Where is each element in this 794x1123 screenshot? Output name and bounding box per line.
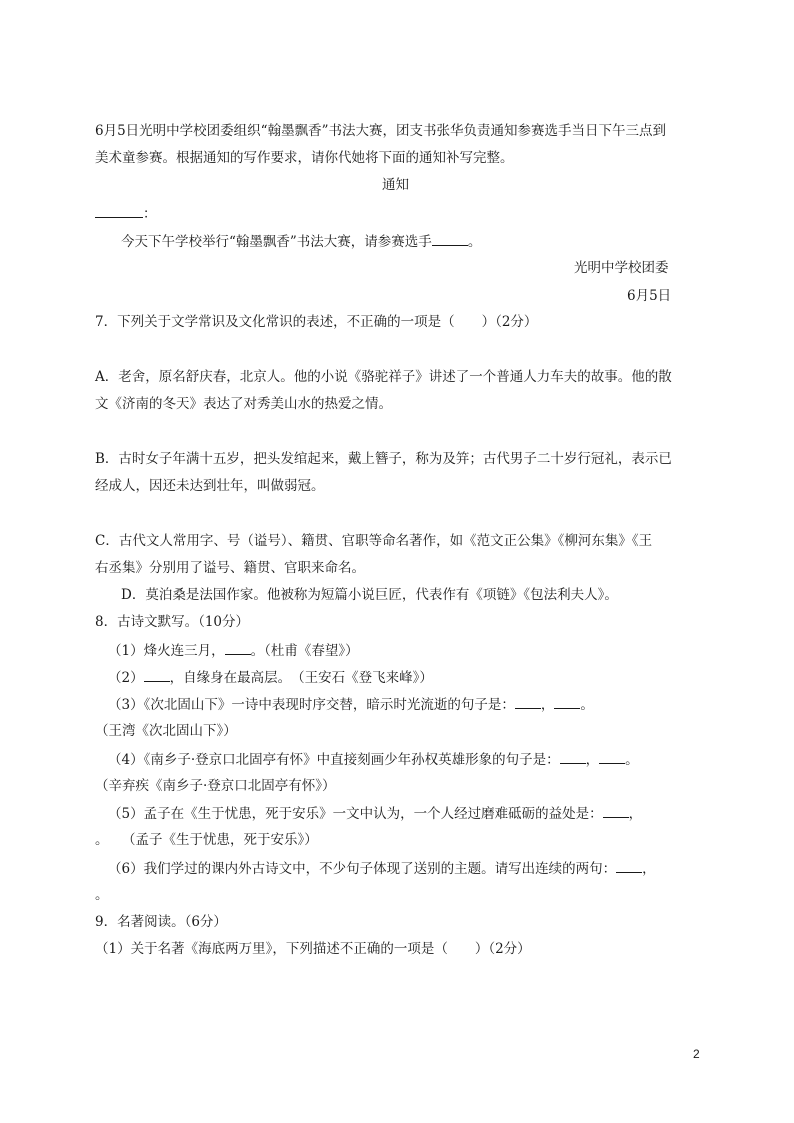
notice-title: 通知	[382, 177, 409, 193]
notice-date: 6月5日	[627, 288, 672, 304]
q7-stem: 7．下列关于文学常识及文化常识的表述，不正确的一项是（ ）（2分）	[95, 314, 538, 330]
q9-sub-1: （1）关于名著《海底两万里》，下列描述不正确的一项是（ ）（2分）	[95, 941, 531, 957]
q7-option-d: D．莫泊桑是法国作家。他被称为短篇小说巨匠，代表作有《项链》《包法利夫人》。	[121, 587, 618, 603]
q7-option-b-line-1: B．古时女子年满十五岁，把头发绾起来，戴上簪子，称为及笄；古代男子二十岁行冠礼，表示已	[95, 451, 672, 467]
q7-option-c-line-2: 右丞集》分别用了谥号、籍贯、官职来命名。	[95, 560, 365, 576]
notice-body-text: 今天下午学校举行“翰墨飘香”书法大赛，请参赛选手	[121, 234, 432, 250]
salutation-colon: ：	[143, 206, 157, 222]
q8-item-3-source: （王湾《次北固山下》）	[95, 723, 237, 739]
notice-body-end: 。	[467, 234, 482, 250]
q8-item-5-line-2: 。 （孟子《生于忧患，死于安乐》）	[95, 832, 318, 848]
q8-item-6-line-2: 。	[95, 887, 109, 903]
q7-option-b-line-2: 经成人，因还未达到壮年，叫做弱冠。	[95, 478, 325, 494]
q8-item-4-comma: ，	[585, 752, 600, 768]
q8-item-5	[108, 804, 642, 823]
q8-item-5-text: （5）孟子在《生于忧患，死于安乐》一文中认为，一个人经过磨难砥砺的益处是：	[108, 806, 603, 822]
intro-line-2: 美术童参赛。根据通知的写作要求，请你代她将下面的通知补写完整。	[95, 150, 514, 166]
q9-stem: 9．名著阅读。（6分）	[95, 914, 227, 930]
q8-item-2-blank	[144, 668, 170, 682]
q8-item-1-source: 。（杜甫《春望》）	[250, 643, 359, 659]
q8-item-5-comma: ，	[628, 806, 643, 822]
q8-item-3-text: （3）《次北固山下》一诗中表现时序交替，暗示时光流逝的句子是：	[108, 697, 515, 713]
q8-item-2-prefix: （2）	[108, 670, 144, 686]
q7-option-a-line-1: A．老舍，原名舒庆春，北京人。他的小说《骆驼祥子》讲述了一个普通人力车夫的故事。他的散	[95, 369, 672, 385]
q8-stem: 8．古诗文默写。（10分）	[95, 614, 250, 630]
q8-item-6-comma: ，	[642, 861, 656, 877]
q8-item-1	[108, 641, 359, 660]
notice-signature: 光明中学校团委	[574, 260, 669, 276]
notice-body	[121, 232, 481, 251]
q8-item-2	[108, 668, 433, 687]
q8-item-3	[108, 695, 594, 714]
q8-item-4	[108, 750, 639, 769]
notice-salutation	[95, 204, 157, 223]
intro-line-1: 6月5日光明中学校团委组织“翰墨飘香”书法大赛，团支书张华负责通知参赛选手当日下午三点到	[95, 123, 666, 139]
q8-item-1-text: （1）烽火连三月，	[108, 643, 225, 659]
page-number: 2	[693, 1047, 700, 1061]
q8-item-3-comma: ，	[540, 697, 555, 713]
q8-item-3-blank-2	[554, 695, 580, 709]
q8-item-1-blank	[225, 641, 251, 655]
q8-item-6-blank	[616, 859, 642, 873]
q8-item-4-text: （4）《南乡子·登京口北固亭有怀》中直接刻画少年孙权英雄形象的句子是：	[108, 752, 560, 768]
q8-item-5-blank	[603, 804, 629, 818]
q8-item-4-source: （辛弃疾《南乡子·登京口北固亭有怀》）	[95, 778, 336, 794]
q7-option-c-line-1: C．古代文人常用字、号（谥号）、籍贯、官职等命名著作，如《范文正公集》《柳河东集》《王	[95, 533, 653, 549]
q8-item-6-text: （6）我们学过的课内外古诗文中，不少句子体现了送别的主题。请写出连续的两句：	[108, 861, 617, 877]
q7-option-a-line-2: 文《济南的冬天》表达了对秀美山水的热爱之情。	[95, 396, 392, 412]
q8-item-3-period: 。	[580, 697, 594, 713]
q8-item-3-blank-1	[515, 695, 541, 709]
salutation-blank	[95, 204, 143, 218]
q8-item-4-blank-1	[560, 750, 586, 764]
q8-item-6	[108, 859, 656, 878]
q8-item-2-text: ，自缘身在最高层。 （王安石《登飞来峰》）	[169, 670, 433, 686]
notice-body-blank	[432, 232, 468, 246]
q8-item-4-blank-2	[599, 750, 625, 764]
q8-item-4-period: 。	[625, 752, 639, 768]
